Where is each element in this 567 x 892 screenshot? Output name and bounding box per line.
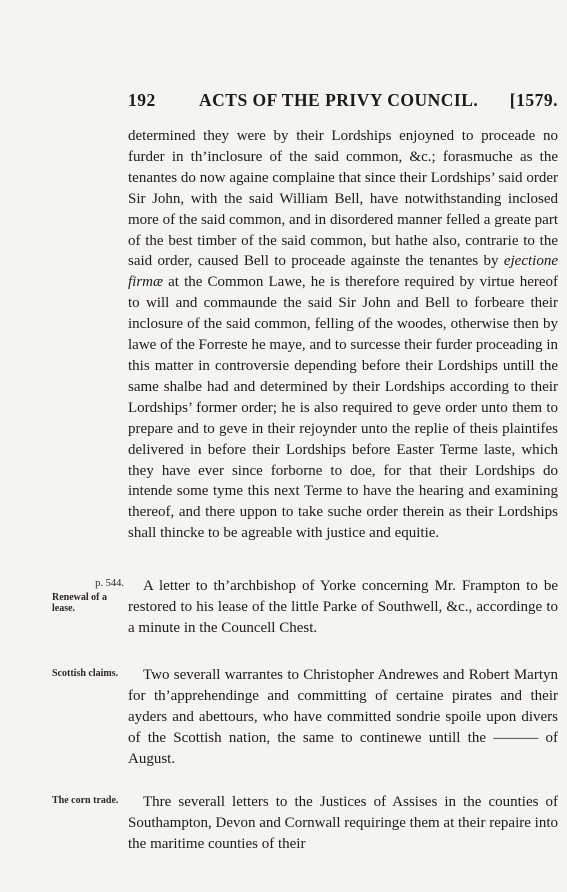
side-note	[52, 795, 124, 807]
text-segment: at the Common Lawe, he is therefore required by virtue hereof to will and commaunde the said Sir John and Bell to forbeare their inclosure of the said common, felling of the woodes, otherwise then by lawe of the Forreste he maye, and to surcesse their furder proceading in this matter in controversie depending before their Lordships untill the same shalbe had and determined by their Lordships according to their Lordships’ former order; he is also required to geve order unto them to prepare and to geve in their rejoynder unto the replie of theis plaintifes delivered in before their Lordships before Easter Terme laste, which they have ever since forborne to doe, for that their Lordships do intende some tyme this next Terme to have the hearing and examining thereof, and there uppon to take suche order therein as their Lordships shall thincke to be agreable with justice and equitie.	[128, 274, 558, 542]
side-note-text: The corn trade.	[52, 795, 119, 806]
side-note-text: Scottish claims.	[52, 668, 119, 679]
continuation-paragraph	[128, 126, 558, 544]
paragraph-text	[128, 126, 558, 544]
page-reference: p. 544.	[95, 578, 124, 589]
entry-corn-trade	[128, 792, 558, 855]
entry-text: A letter to th’archbishop of Yorke concerning Mr. Frampton to be restored to his lease of the little Parke of Southwell, &c., accordinge to a minute in the Councell Chest.	[128, 578, 558, 636]
header-year: [1579.	[509, 90, 558, 110]
entry-text: Thre severall letters to the Justices of Assises in the counties of Southampton, Devon and Cornwall requiringe them at their repaire into the maritime counties of their	[128, 794, 558, 852]
entry-text: Two severall warrantes to Christopher Andrewes and Robert Martyn for th’apprehendinge and committing of certaine pirates and their ayders and abettours, who have committed sondrie spoile upon divers of the Scottish nation, the same to continewe untill the ——— of August.	[128, 667, 558, 767]
side-note	[52, 668, 124, 680]
text-segment: determined they were by their Lordships enjoyned to proceade no furder in th’inclosure of the said common, &c.; forasmuche as the tenantes do now againe complaine that since their Lordships’ said order Sir John, with the said William Bell, have notwithstanding inclosed more of the said common, and in disordered manner felled a greate part of the best timber of the said common, but hathe also, contrarie to the said order, caused Bell to proceade againste the tenantes by	[128, 128, 558, 270]
page-number: 192	[128, 90, 156, 110]
side-note-text: Renewal of a lease.	[52, 591, 107, 614]
entry-renewal-lease	[128, 576, 558, 639]
latin-term: ejectione firmæ	[128, 253, 558, 291]
entry-scottish-claims	[128, 665, 558, 770]
running-header	[128, 90, 558, 116]
side-note	[52, 578, 124, 615]
running-title: ACTS OF THE PRIVY COUNCIL.	[199, 90, 479, 110]
